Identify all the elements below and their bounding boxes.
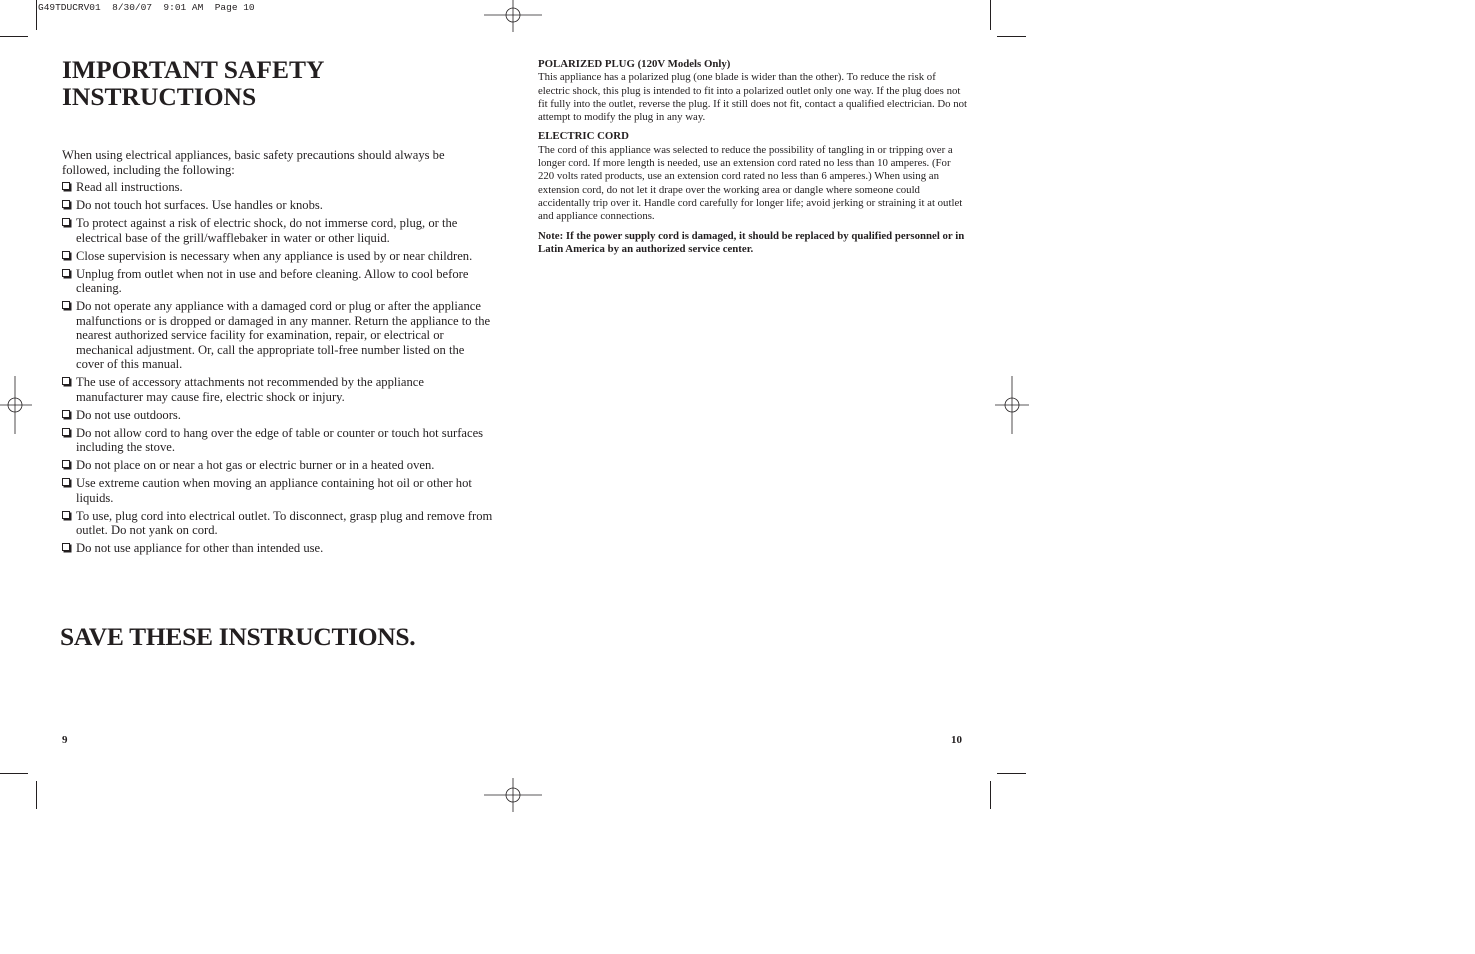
crop-mark [997, 36, 1026, 37]
checkbox-square-icon [62, 269, 70, 277]
checkbox-square-icon [62, 511, 70, 519]
page-number-left: 9 [62, 734, 68, 746]
print-slug: G49TDUCRV01 8/30/07 9:01 AM Page 10 [38, 2, 255, 13]
registration-mark-icon [484, 0, 542, 32]
list-item [62, 426, 494, 455]
page-number-right: 10 [951, 734, 962, 746]
registration-mark-icon [484, 778, 542, 812]
list-item [62, 476, 494, 505]
item-text: Do not touch hot surfaces. Use handles or knobs. [76, 198, 323, 212]
checkbox-square-icon [62, 301, 70, 309]
safety-instructions [62, 148, 494, 559]
checkbox-square-icon [62, 377, 70, 385]
checkbox-square-icon [62, 410, 70, 418]
list-item [62, 509, 494, 538]
crop-mark [36, 781, 37, 809]
crop-mark [997, 773, 1026, 774]
polarized-plug-text: This appliance has a polarized plug (one blade is wider than the other). To reduce the risk of electric shock, this plug is intended to fit into a polarized outlet only one way. If the plug does not fit fully into the outlet, reverse the plug. If it still does not fit, contact a qualified electrician. Do not attempt to modify the plug in any way. [538, 71, 968, 124]
list-item [62, 198, 494, 213]
electric-cord-section [538, 130, 968, 223]
checkbox-square-icon [62, 251, 70, 259]
title-line: IMPORTANT SAFETY [62, 55, 325, 84]
item-text: Use extreme caution when moving an appliance containing hot oil or other hot liquids. [76, 476, 472, 505]
registration-mark-icon [0, 376, 32, 434]
list-item [62, 375, 494, 404]
list-item [62, 267, 494, 296]
item-text: Do not use appliance for other than intended use. [76, 541, 324, 555]
intro-text: When using electrical appliances, basic safety precautions should always be followed, including the following: [62, 148, 445, 177]
item-text: Do not use outdoors. [76, 407, 181, 422]
checkbox-square-icon [62, 460, 70, 468]
crop-mark [36, 0, 37, 30]
item-text: The use of accessory attachments not recommended by the appliance manufacturer may cause fire, electric shock or injury. [76, 375, 424, 404]
checkbox-square-icon [62, 428, 70, 436]
list-item [62, 299, 494, 372]
list-item [62, 180, 494, 195]
item-text: Do not allow cord to hang over the edge of table or counter or touch hot surfaces including the stove. [76, 425, 484, 454]
title-line: INSTRUCTIONS [62, 82, 257, 111]
crop-mark [0, 36, 28, 37]
instruction-list [62, 180, 494, 556]
list-item [62, 249, 494, 264]
list-item [62, 541, 494, 556]
polarized-plug-section [538, 58, 968, 124]
right-page-content [538, 58, 968, 262]
list-item [62, 216, 494, 245]
save-instructions-heading: SAVE THESE INSTRUCTIONS. [60, 622, 416, 651]
power-cord-note: Note: If the power supply cord is damaged, it should be replaced by qualified personnel or in Latin America by an authorized service center. [538, 229, 965, 255]
checkbox-square-icon [62, 543, 70, 551]
list-item [62, 408, 494, 423]
checkbox-square-icon [62, 478, 70, 486]
crop-mark [990, 0, 991, 30]
item-text: To protect against a risk of electric shock, do not immerse cord, plug, or the electrical base of the grill/wafflebaker in water or other liquid. [76, 216, 458, 245]
electric-cord-heading: ELECTRIC CORD [538, 130, 629, 143]
item-text: Read all instructions. [76, 180, 183, 194]
item-text: Do not place on or near a hot gas or electric burner or in a heated oven. [76, 458, 435, 472]
item-text: Unplug from outlet when not in use and before cleaning. Allow to cool before cleaning. [76, 266, 469, 295]
checkbox-square-icon [62, 182, 70, 190]
crop-mark [990, 781, 991, 809]
checkbox-square-icon [62, 218, 70, 226]
list-item [62, 458, 494, 473]
registration-mark-icon [995, 376, 1029, 434]
item-text: Do not operate any appliance with a damaged cord or plug or after the appliance malfunctions or is dropped or damaged in any manner. Return the appliance to the nearest authorized service facility for examination, repair, or electrical or mechanical adjustment. Or, call the appropriate toll-free number listed on the cover of this manual. [76, 299, 491, 371]
crop-mark [0, 773, 28, 774]
item-text: To use, plug cord into electrical outlet. To disconnect, grasp plug and remove from outlet. Do not yank on cord. [76, 508, 493, 537]
electric-cord-text: The cord of this appliance was selected to reduce the possibility of tangling in or tripping over a longer cord. If more length is needed, use an extension cord rated no less than 10 amperes. (For 220 volts rated products, use an extension cord rated no less than 6 amperes.) When using an extension cord, do not let it drape over the working area or dangle where someone could accidentally trip over it. Handle cord carefully for longer life; avoid jerking or straining it at outlet and appliance connections. [538, 143, 963, 223]
page-title [62, 56, 482, 110]
polarized-plug-heading: POLARIZED PLUG (120V Models Only) [538, 58, 731, 70]
item-text: Close supervision is necessary when any appliance is used by or near children. [76, 248, 473, 263]
checkbox-square-icon [62, 200, 70, 208]
